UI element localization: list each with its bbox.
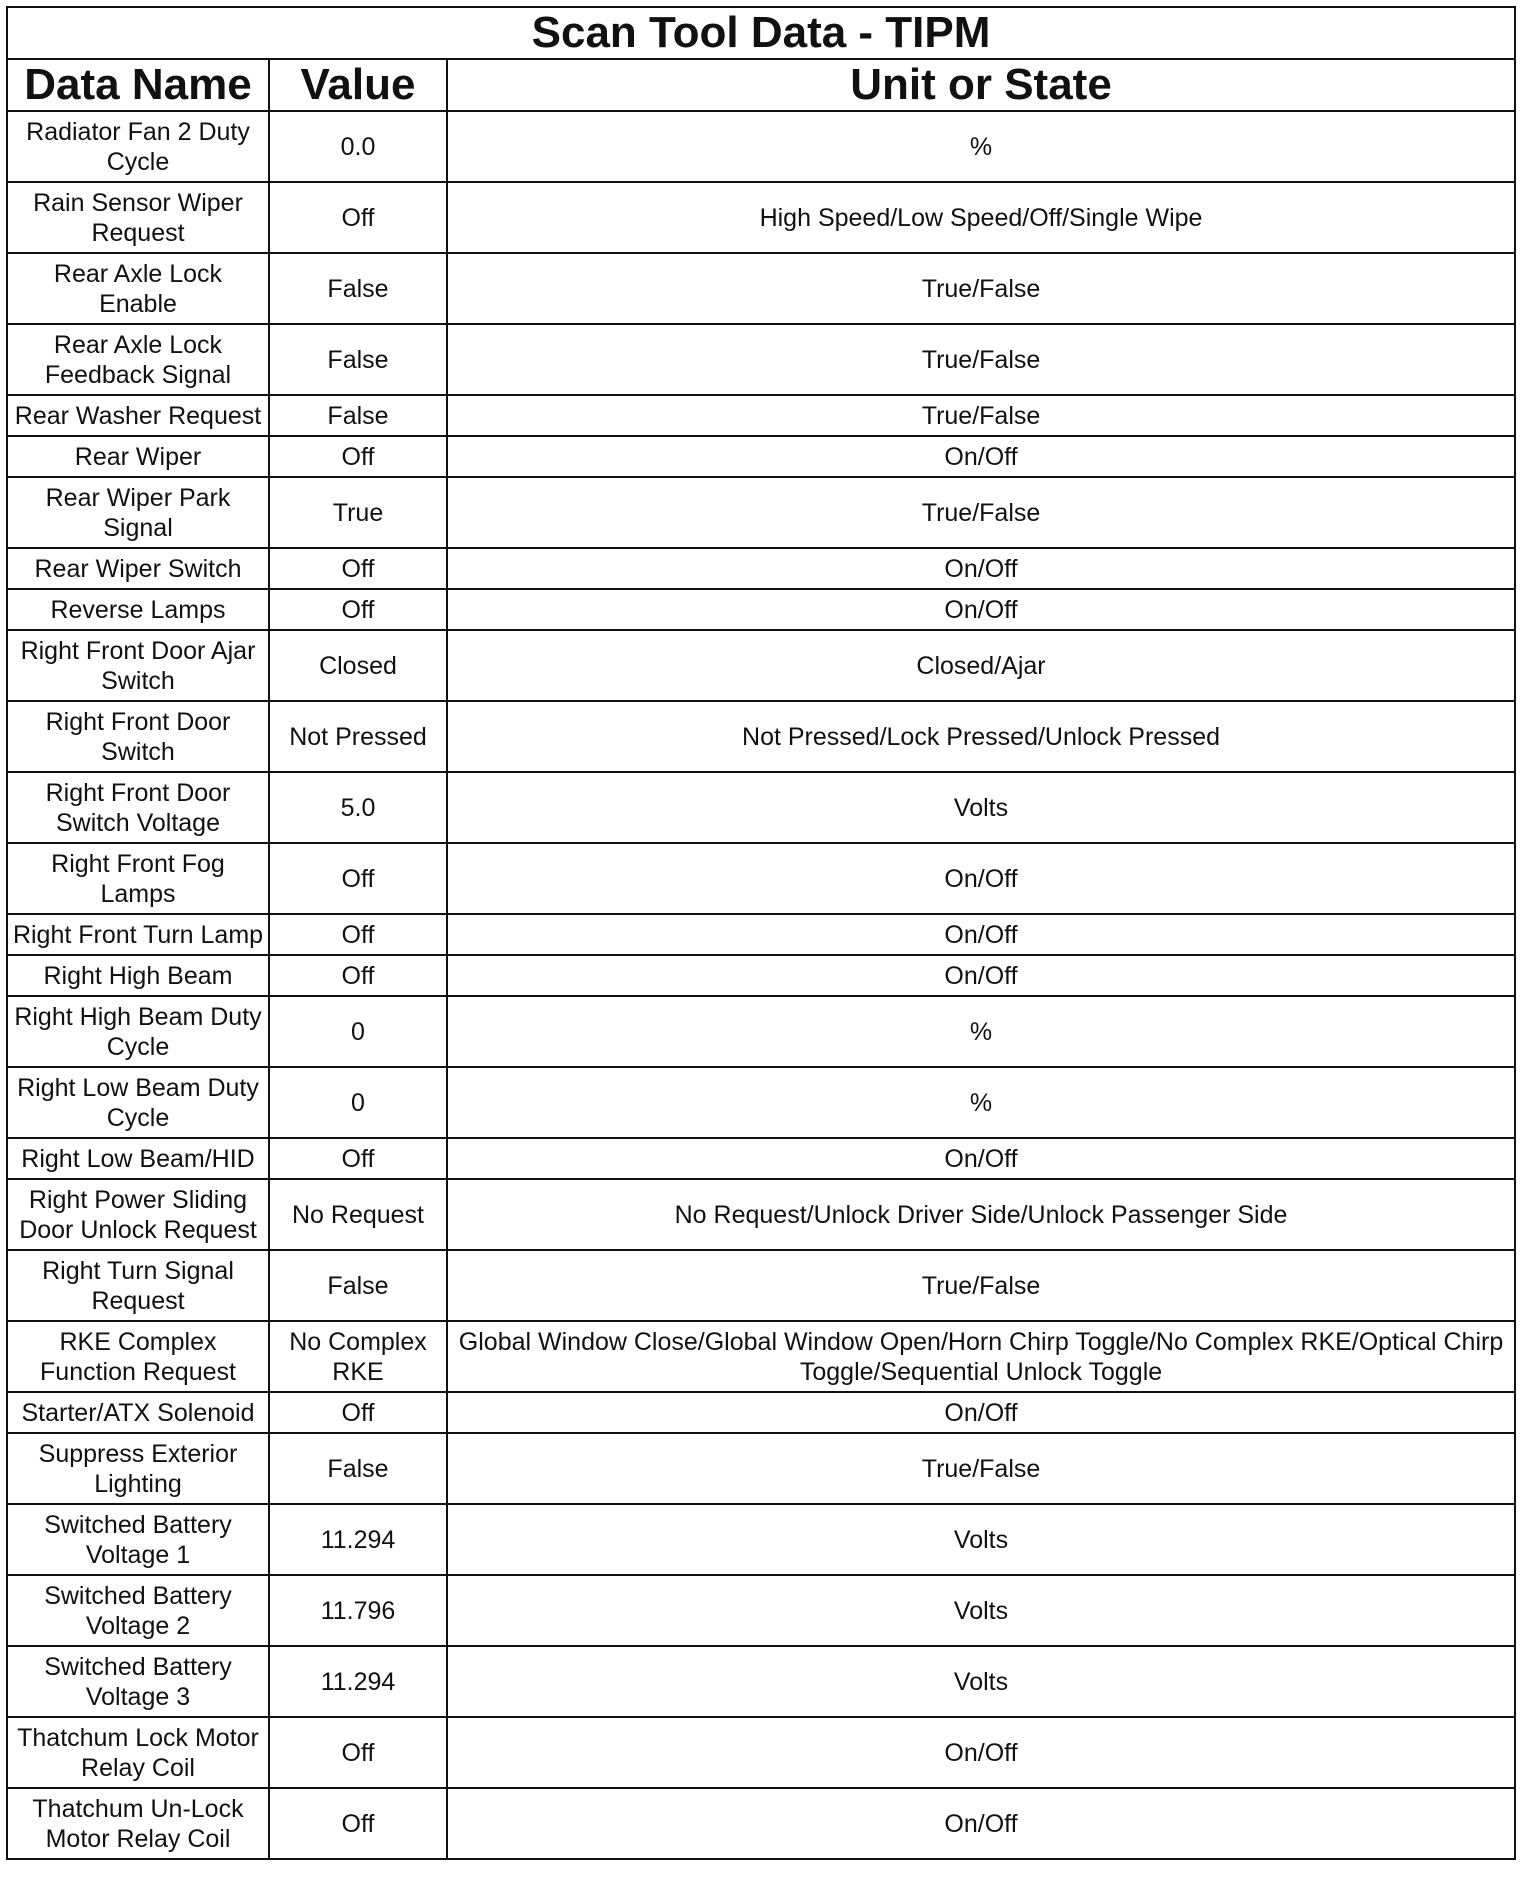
value-cell: True bbox=[269, 477, 447, 548]
unit-cell: On/Off bbox=[447, 914, 1515, 955]
table-row bbox=[7, 843, 1515, 914]
value-cell: False bbox=[269, 324, 447, 395]
unit-cell: True/False bbox=[447, 324, 1515, 395]
value-cell: False bbox=[269, 253, 447, 324]
data-name-cell: Rear Washer Request bbox=[7, 395, 269, 436]
data-name-cell: Thatchum Lock Motor Relay Coil bbox=[7, 1717, 269, 1788]
table-title: Scan Tool Data - TIPM bbox=[7, 7, 1515, 59]
unit-cell: Volts bbox=[447, 772, 1515, 843]
value-cell: Off bbox=[269, 1788, 447, 1859]
data-name-cell: Thatchum Un-Lock Motor Relay Coil bbox=[7, 1788, 269, 1859]
table-row bbox=[7, 955, 1515, 996]
value-cell: Off bbox=[269, 548, 447, 589]
unit-cell: On/Off bbox=[447, 548, 1515, 589]
data-name-cell: Switched Battery Voltage 1 bbox=[7, 1504, 269, 1575]
unit-cell: On/Off bbox=[447, 1392, 1515, 1433]
unit-cell: % bbox=[447, 111, 1515, 182]
value-cell: Off bbox=[269, 589, 447, 630]
unit-cell: On/Off bbox=[447, 843, 1515, 914]
table-row bbox=[7, 324, 1515, 395]
value-cell: No Complex RKE bbox=[269, 1321, 447, 1392]
unit-cell: On/Off bbox=[447, 1138, 1515, 1179]
data-name-cell: Right Front Door Ajar Switch bbox=[7, 630, 269, 701]
data-name-cell: Right Front Turn Lamp bbox=[7, 914, 269, 955]
unit-cell: True/False bbox=[447, 253, 1515, 324]
value-cell: Off bbox=[269, 436, 447, 477]
value-cell: 11.294 bbox=[269, 1504, 447, 1575]
unit-cell: Volts bbox=[447, 1504, 1515, 1575]
table-row bbox=[7, 1321, 1515, 1392]
unit-cell: On/Off bbox=[447, 436, 1515, 477]
unit-cell: True/False bbox=[447, 1433, 1515, 1504]
unit-cell: High Speed/Low Speed/Off/Single Wipe bbox=[447, 182, 1515, 253]
unit-cell: % bbox=[447, 996, 1515, 1067]
unit-cell: On/Off bbox=[447, 955, 1515, 996]
value-cell: 0.0 bbox=[269, 111, 447, 182]
unit-cell: True/False bbox=[447, 477, 1515, 548]
table-row bbox=[7, 1250, 1515, 1321]
value-cell: 11.796 bbox=[269, 1575, 447, 1646]
unit-cell: True/False bbox=[447, 1250, 1515, 1321]
data-name-cell: Suppress Exterior Lighting bbox=[7, 1433, 269, 1504]
value-cell: Off bbox=[269, 914, 447, 955]
table-row bbox=[7, 253, 1515, 324]
table-row bbox=[7, 182, 1515, 253]
value-cell: False bbox=[269, 395, 447, 436]
unit-cell: Volts bbox=[447, 1575, 1515, 1646]
value-cell: Off bbox=[269, 843, 447, 914]
value-cell: No Request bbox=[269, 1179, 447, 1250]
data-name-cell: Right High Beam Duty Cycle bbox=[7, 996, 269, 1067]
value-cell: False bbox=[269, 1250, 447, 1321]
data-name-cell: Radiator Fan 2 Duty Cycle bbox=[7, 111, 269, 182]
table-row bbox=[7, 111, 1515, 182]
data-name-cell: Rear Axle Lock Enable bbox=[7, 253, 269, 324]
data-name-cell: Rear Wiper Park Signal bbox=[7, 477, 269, 548]
unit-cell: % bbox=[447, 1067, 1515, 1138]
value-cell: 0 bbox=[269, 1067, 447, 1138]
table-row bbox=[7, 630, 1515, 701]
column-header-data-name: Data Name bbox=[7, 59, 269, 111]
table-row bbox=[7, 395, 1515, 436]
value-cell: Off bbox=[269, 1717, 447, 1788]
column-header-unit-or-state: Unit or State bbox=[447, 59, 1515, 111]
unit-cell: On/Off bbox=[447, 589, 1515, 630]
unit-cell: On/Off bbox=[447, 1717, 1515, 1788]
unit-cell: On/Off bbox=[447, 1788, 1515, 1859]
table-row bbox=[7, 589, 1515, 630]
table-row bbox=[7, 1433, 1515, 1504]
table-row bbox=[7, 701, 1515, 772]
table-row bbox=[7, 1179, 1515, 1250]
data-name-cell: Right High Beam bbox=[7, 955, 269, 996]
table-row bbox=[7, 772, 1515, 843]
value-cell: Closed bbox=[269, 630, 447, 701]
table-row bbox=[7, 477, 1515, 548]
value-cell: Off bbox=[269, 1138, 447, 1179]
data-name-cell: Right Front Fog Lamps bbox=[7, 843, 269, 914]
data-name-cell: Right Power Sliding Door Unlock Request bbox=[7, 1179, 269, 1250]
data-name-cell: Reverse Lamps bbox=[7, 589, 269, 630]
column-header-value: Value bbox=[269, 59, 447, 111]
value-cell: Off bbox=[269, 955, 447, 996]
value-cell: False bbox=[269, 1433, 447, 1504]
table-row bbox=[7, 1138, 1515, 1179]
data-name-cell: Right Turn Signal Request bbox=[7, 1250, 269, 1321]
value-cell: Not Pressed bbox=[269, 701, 447, 772]
value-cell: Off bbox=[269, 1392, 447, 1433]
table-row bbox=[7, 1504, 1515, 1575]
table-row bbox=[7, 1646, 1515, 1717]
data-name-cell: Rear Axle Lock Feedback Signal bbox=[7, 324, 269, 395]
value-cell: 0 bbox=[269, 996, 447, 1067]
value-cell: 5.0 bbox=[269, 772, 447, 843]
table-row bbox=[7, 1067, 1515, 1138]
data-name-cell: RKE Complex Function Request bbox=[7, 1321, 269, 1392]
data-name-cell: Rear Wiper bbox=[7, 436, 269, 477]
data-name-cell: Starter/ATX Solenoid bbox=[7, 1392, 269, 1433]
scan-tool-table-frame bbox=[6, 6, 1514, 1898]
table-row bbox=[7, 436, 1515, 477]
data-name-cell: Switched Battery Voltage 3 bbox=[7, 1646, 269, 1717]
data-name-cell: Right Low Beam Duty Cycle bbox=[7, 1067, 269, 1138]
data-name-cell: Switched Battery Voltage 2 bbox=[7, 1575, 269, 1646]
unit-cell: Not Pressed/Lock Pressed/Unlock Pressed bbox=[447, 701, 1515, 772]
data-name-cell: Right Front Door Switch Voltage bbox=[7, 772, 269, 843]
table-row bbox=[7, 548, 1515, 589]
value-cell: 11.294 bbox=[269, 1646, 447, 1717]
data-name-cell: Rear Wiper Switch bbox=[7, 548, 269, 589]
table-row bbox=[7, 914, 1515, 955]
unit-cell: True/False bbox=[447, 395, 1515, 436]
unit-cell: Closed/Ajar bbox=[447, 630, 1515, 701]
value-cell: Off bbox=[269, 182, 447, 253]
data-name-cell: Rain Sensor Wiper Request bbox=[7, 182, 269, 253]
unit-cell: Global Window Close/Global Window Open/Horn Chirp Toggle/No Complex RKE/Optical Chirp Toggle/Sequential Unlock Toggle bbox=[447, 1321, 1515, 1392]
table-row bbox=[7, 1575, 1515, 1646]
scan-tool-data-table bbox=[6, 6, 1516, 1860]
unit-cell: Volts bbox=[447, 1646, 1515, 1717]
table-row bbox=[7, 1717, 1515, 1788]
table-row bbox=[7, 996, 1515, 1067]
data-name-cell: Right Front Door Switch bbox=[7, 701, 269, 772]
table-row bbox=[7, 1392, 1515, 1433]
data-name-cell: Right Low Beam/HID bbox=[7, 1138, 269, 1179]
unit-cell: No Request/Unlock Driver Side/Unlock Passenger Side bbox=[447, 1179, 1515, 1250]
table-row bbox=[7, 1788, 1515, 1859]
